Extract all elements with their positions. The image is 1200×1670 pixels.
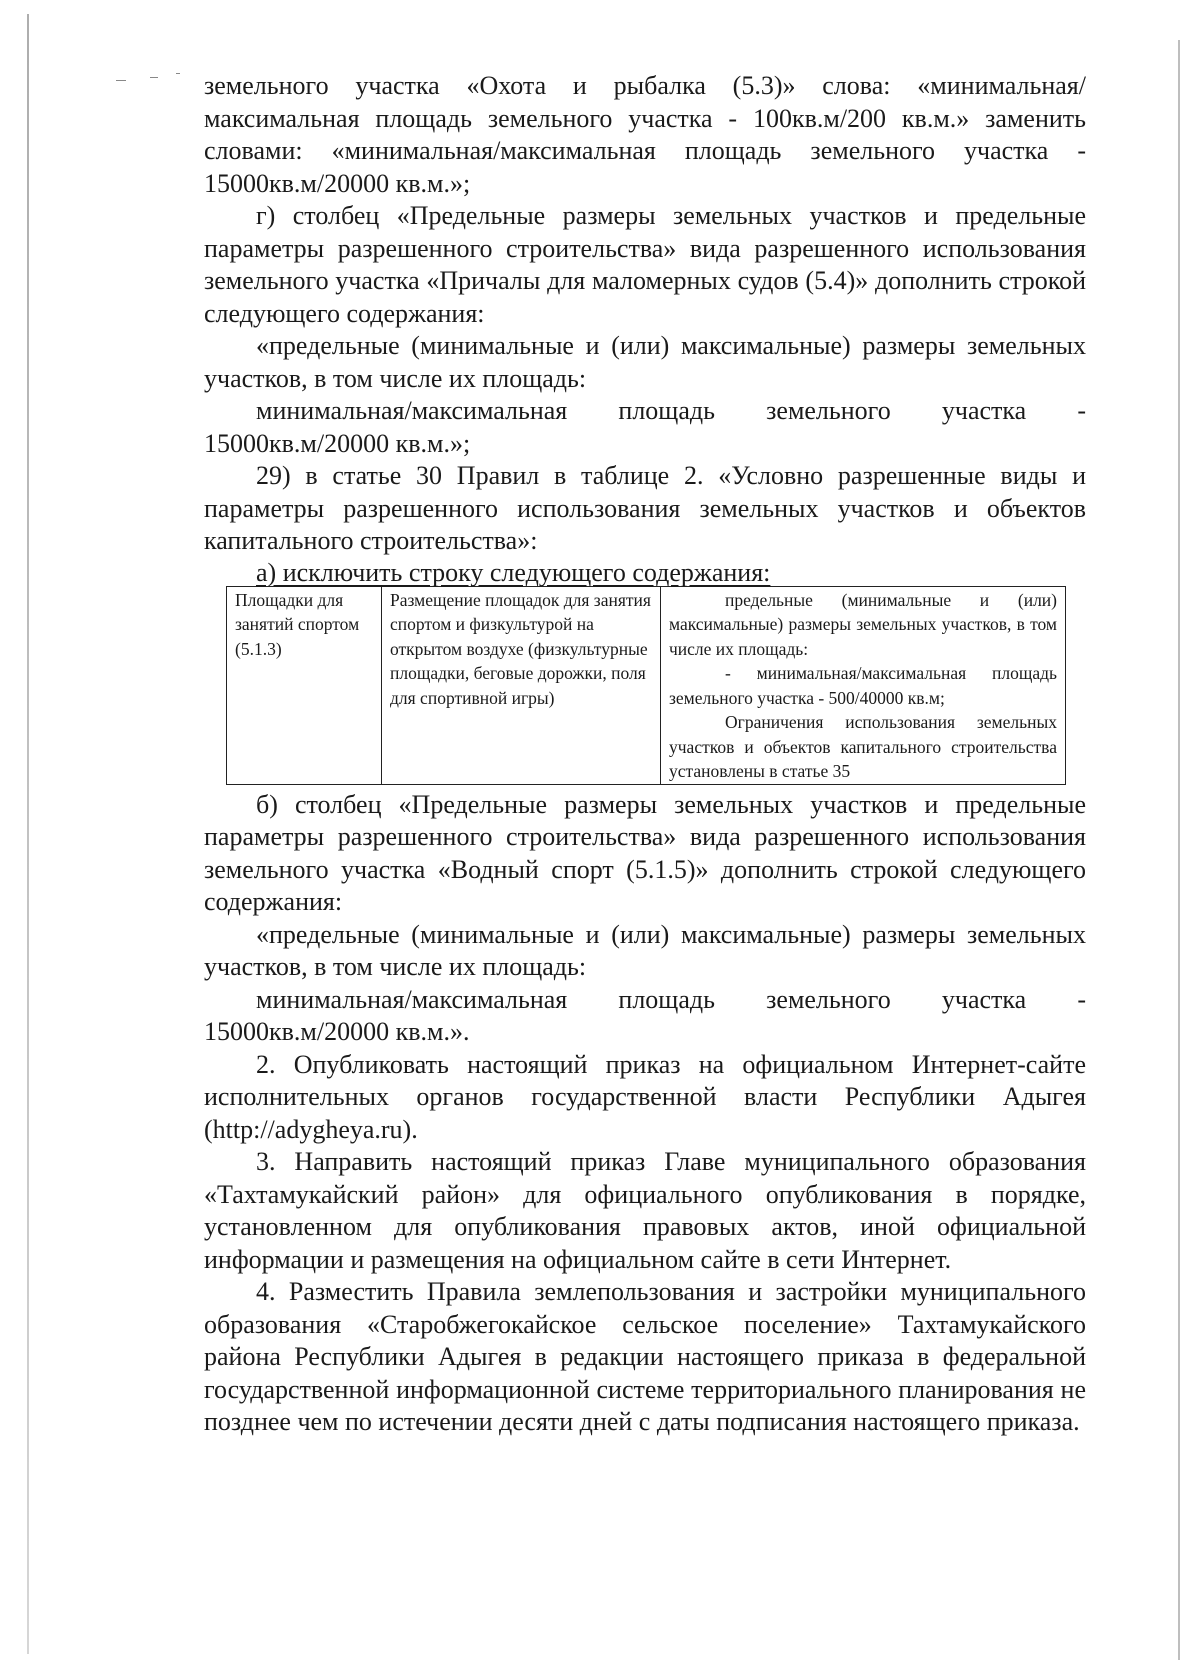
paragraph-11: 4. Разместить Правила землепользования и застройки муниципального образования «Старобжегокайское сельское поселение» Тахтамукайского района Республики Адыгея в редакции настоящего приказа в федеральной государственной информационной системе территориального планирования не позднее чем по истечении десяти дней с даты подписания настоящего приказа.: [204, 1277, 1086, 1436]
cell-parameters: [661, 586, 1066, 784]
scan-edge-right: [1178, 40, 1180, 1660]
paragraph-1: земельного участка «Охота и рыбалка (5.3)» слова: «минимальная/максимальная площадь земельного участка - 100кв.м/200 кв.м.» заменить словами: «минимальная/максимальная площадь земельного участка - 15000кв.м/20000 кв.м.»;: [204, 71, 1086, 198]
cell-land-use-name: Площадки для занятий спортом (5.1.3): [227, 586, 382, 784]
cell-land-use-description: Размещение площадок для занятия спортом и физкультурой на открытом воздухе (физкультурные площадки, беговые дорожки, поля для спортивной игры): [382, 586, 661, 784]
paragraph-8: минимальная/максимальная площадь земельного участка - 15000кв.м/20000 кв.м.».: [204, 984, 1086, 1046]
table-intro: [204, 558, 1086, 588]
paragraph-3: «предельные (минимальные и (или) максимальные) размеры земельных участков, в том числе их площадь:: [204, 331, 1086, 393]
cell-params-line-3: Ограничения использования земельных участков и объектов капитального строительства установлены в статье 35: [669, 712, 1057, 781]
paragraph-9: 2. Опубликовать настоящий приказ на официальном Интернет-сайте исполнительных органов государственной власти Республики Адыгея (http://adygheya.ru).: [204, 1049, 1086, 1144]
paragraph-7: «предельные (минимальные и (или) максимальные) размеры земельных участков, в том числе их площадь:: [204, 919, 1086, 981]
cell-params-line-2: - минимальная/максимальная площадь земельного участка - 500/40000 кв.м;: [669, 663, 1057, 708]
paragraph-4: минимальная/максимальная площадь земельного участка - 15000кв.м/20000 кв.м.»;: [204, 396, 1086, 458]
paragraph-2: г) столбец «Предельные размеры земельных участков и предельные параметры разрешенного строительства» вида разрешенного использования земельного участка «Причалы для маломерных судов (5.4)» дополнить строкой следующего содержания:: [204, 201, 1086, 328]
document-page: [204, 70, 1086, 1439]
cell-params-line-1: предельные (минимальные и (или) максимальные) размеры земельных участков, в том числе их площадь:: [669, 589, 1057, 659]
paragraph-6: б) столбец «Предельные размеры земельных участков и предельные параметры разрешенного строительства» вида разрешенного использования земельного участка «Водный спорт (5.1.5)» дополнить строкой следующего содержания:: [204, 789, 1086, 916]
scan-edge-left: [27, 14, 29, 1654]
table-row: [227, 586, 1066, 784]
paragraph-5: 29) в статье 30 Правил в таблице 2. «Условно разрешенные виды и параметры разрешенного использования земельных участков и объектов капитального строительства»:: [204, 461, 1086, 555]
scan-speck: [150, 77, 158, 78]
scan-speck: [176, 73, 180, 74]
table-intro-text: а) исключить строку следующего содержания:: [256, 557, 771, 587]
excluded-row-table: [226, 586, 1066, 785]
paragraph-10: 3. Направить настоящий приказ Главе муниципального образования «Тахтамукайский район» для официального опубликования в порядке, установленном для опубликования правовых актов, иной официальной информации и размещения на официальном сайте в сети Интернет.: [204, 1147, 1086, 1274]
scan-speck: [116, 80, 126, 81]
